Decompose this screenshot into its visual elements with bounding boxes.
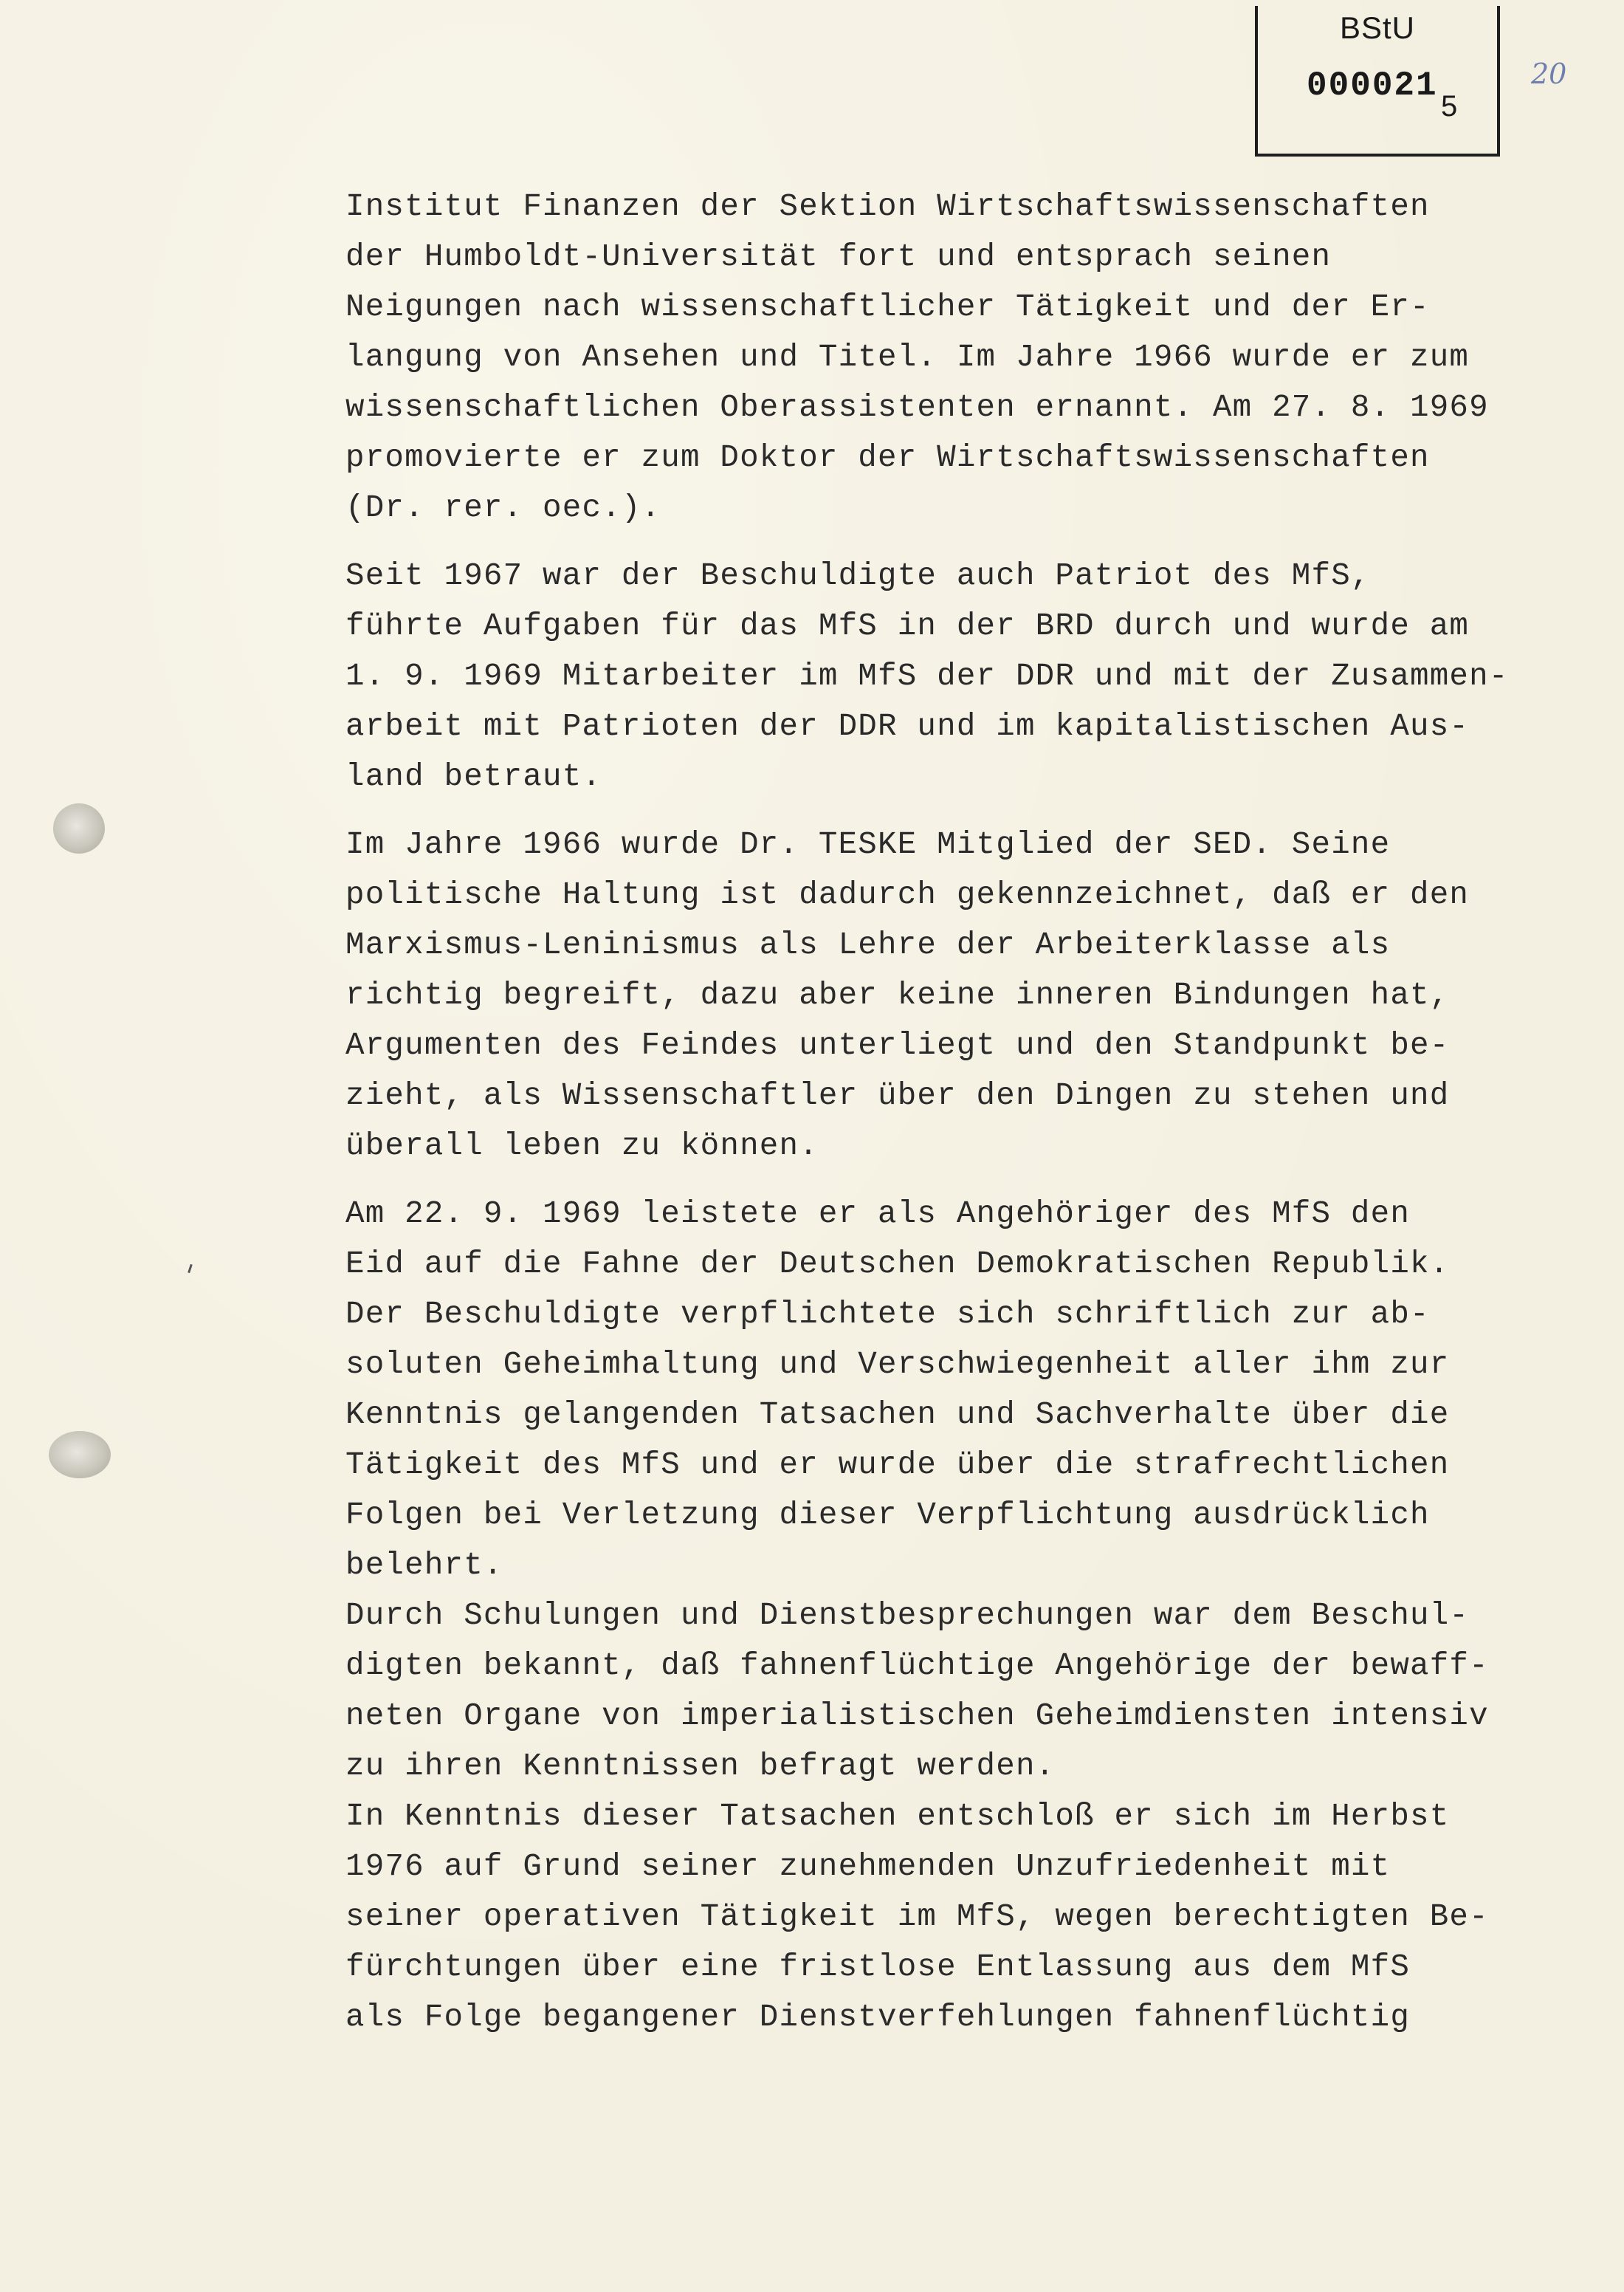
text-line: Folgen bei Verletzung dieser Verpflichtung ausdrücklich bbox=[345, 1497, 1430, 1533]
text-line: Kenntnis gelangenden Tatsachen und Sachverhalte über die bbox=[345, 1397, 1450, 1432]
text-line: (Dr. rer. oec.). bbox=[345, 490, 661, 526]
text-line: der Humboldt-Universität fort und entsprach seinen bbox=[345, 239, 1332, 275]
text-line: digten bekannt, daß fahnenflüchtige Angehörige der bewaff- bbox=[345, 1648, 1489, 1684]
text-line: Im Jahre 1966 wurde Dr. TESKE Mitglied der SED. Seine bbox=[345, 827, 1391, 862]
text-line: wissenschaftlichen Oberassistenten ernannt. Am 27. 8. 1969 bbox=[345, 390, 1489, 425]
text-line: Durch Schulungen und Dienstbesprechungen war dem Beschul- bbox=[345, 1598, 1470, 1633]
text-line: Eid auf die Fahne der Deutschen Demokratischen Republik. bbox=[345, 1246, 1450, 1282]
punch-hole bbox=[49, 1431, 111, 1478]
text-line: Marxismus-Leninismus als Lehre der Arbeiterklasse als bbox=[345, 927, 1391, 963]
text-line: zu ihren Kenntnissen befragt werden. bbox=[345, 1749, 1056, 1784]
text-line: promovierte er zum Doktor der Wirtschaftswissenschaften bbox=[345, 440, 1430, 476]
punch-hole bbox=[53, 803, 105, 854]
body-text bbox=[345, 182, 1600, 2042]
text-line: zieht, als Wissenschaftler über den Dingen zu stehen und bbox=[345, 1078, 1450, 1114]
text-line: seiner operativen Tätigkeit im MfS, wegen berechtigten Be- bbox=[345, 1899, 1489, 1935]
text-line: soluten Geheimhaltung und Verschwiegenheit aller ihm zur bbox=[345, 1347, 1450, 1382]
text-line: fürchtungen über eine fristlose Entlassung aus dem MfS bbox=[345, 1949, 1411, 1985]
text-line: 1. 9. 1969 Mitarbeiter im MfS der DDR und mit der Zusammen- bbox=[345, 659, 1509, 694]
text-line: Neigungen nach wissenschaftlicher Tätigkeit und der Er- bbox=[345, 289, 1430, 325]
text-line: richtig begreift, dazu aber keine inneren Bindungen hat, bbox=[345, 978, 1450, 1013]
paragraph bbox=[345, 1189, 1600, 2042]
text-line: führte Aufgaben für das MfS in der BRD durch und wurde am bbox=[345, 608, 1470, 644]
text-line: Argumenten des Feindes unterliegt und den Standpunkt be- bbox=[345, 1028, 1450, 1063]
text-line: Der Beschuldigte verpflichtete sich schriftlich zur ab- bbox=[345, 1297, 1430, 1332]
text-line: Tätigkeit des MfS und er wurde über die strafrechtlichen bbox=[345, 1447, 1450, 1483]
text-line: überall leben zu können. bbox=[345, 1128, 819, 1164]
text-line: belehrt. bbox=[345, 1548, 503, 1583]
text-line: Institut Finanzen der Sektion Wirtschaftswissenschaften bbox=[345, 189, 1430, 224]
paragraph bbox=[345, 182, 1600, 533]
stamp-number: 000021 bbox=[1307, 66, 1438, 105]
text-line: Am 22. 9. 1969 leistete er als Angehöriger des MfS den bbox=[345, 1196, 1411, 1232]
stamp-label: BStU bbox=[1339, 10, 1416, 45]
text-line: politische Haltung ist dadurch gekennzeichnet, daß er den bbox=[345, 877, 1470, 913]
text-line: arbeit mit Patrioten der DDR und im kapitalistischen Aus- bbox=[345, 709, 1470, 744]
text-line: neten Organe von imperialistischen Geheimdiensten intensiv bbox=[345, 1698, 1489, 1734]
archive-stamp bbox=[1255, 6, 1500, 157]
paper-speck bbox=[187, 1264, 193, 1273]
text-line: langung von Ansehen und Titel. Im Jahre 1966 wurde er zum bbox=[345, 340, 1470, 375]
text-line: 1976 auf Grund seiner zunehmenden Unzufriedenheit mit bbox=[345, 1849, 1391, 1884]
paragraph bbox=[345, 551, 1600, 802]
handwritten-page-number: 20 bbox=[1531, 58, 1567, 90]
text-line: land betraut. bbox=[345, 759, 602, 795]
text-line: als Folge begangener Dienstverfehlungen fahnenflüchtig bbox=[345, 2000, 1411, 2035]
stamp-sub-number: 5 bbox=[1441, 90, 1458, 123]
text-line: Seit 1967 war der Beschuldigte auch Patriot des MfS, bbox=[345, 558, 1371, 594]
paragraph bbox=[345, 820, 1600, 1171]
text-line: In Kenntnis dieser Tatsachen entschloß er sich im Herbst bbox=[345, 1799, 1450, 1834]
